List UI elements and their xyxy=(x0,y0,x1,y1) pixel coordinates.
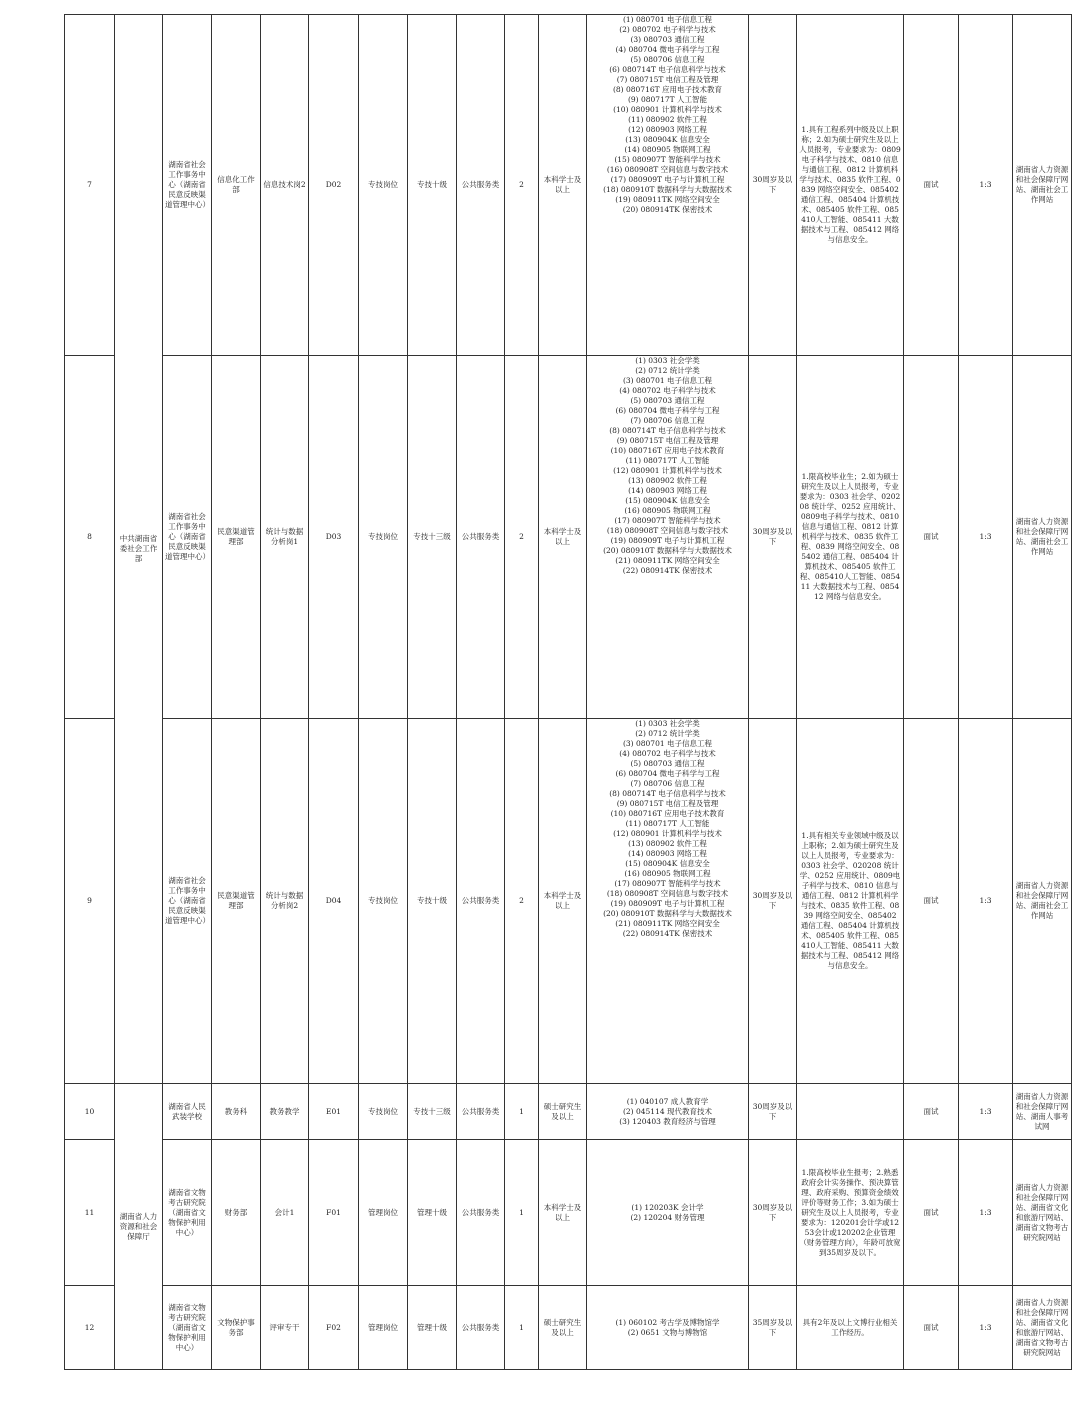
major-item: (10) 080716T 应用电子技术教育 xyxy=(610,809,725,818)
publish-source-cell: 湖南省人力资源和社会保障厅网站、湖南省文化和旅游厅网站、湖南省文物考古研究院网站 xyxy=(1013,1286,1072,1370)
major-item: (12) 080901 计算机科学与技术 xyxy=(613,466,722,475)
table-row xyxy=(65,1140,1072,1286)
major-item: (14) 080905 物联网工程 xyxy=(624,145,711,154)
other-requirements-cell: 1.限高校毕业生；2.如为硕士研究生及以上人员报考，专业要求为：0303 社会学、020208 统计学、0252 应用统计、0809电子科学与技术、0810 信息与通信工程、0812 计算机科学与技术、0835 软件工程、0839 网络空间安全、085402 通信工程、085404 计算机技术、085405 软件工程、085410人工智能、085411 大数据技术与工程、085412 网络与信息安全。 xyxy=(797,356,904,719)
major-item: (6) 080704 微电子科学与工程 xyxy=(615,769,720,778)
post-code-cell: D04 xyxy=(309,719,359,1084)
headcount-cell: 1 xyxy=(505,1286,539,1370)
major-item: (1) 060102 考古学及博物馆学 xyxy=(615,1317,720,1327)
post-name-cell: 统计与数据分析岗1 xyxy=(261,356,309,719)
age-cell: 30周岁及以下 xyxy=(749,1084,797,1140)
major-list xyxy=(589,356,746,718)
headcount-cell: 1 xyxy=(505,1140,539,1286)
headcount-cell: 1 xyxy=(505,1084,539,1140)
age-cell: 30周岁及以下 xyxy=(749,356,797,719)
post-type-cell: 公共服务类 xyxy=(457,1286,505,1370)
post-code-cell: D02 xyxy=(309,15,359,356)
row-number: 8 xyxy=(65,356,115,719)
other-requirements-cell: 具有2年及以上文博行业相关工作经历。 xyxy=(797,1286,904,1370)
ratio-cell: 1:3 xyxy=(959,356,1013,719)
major-item: (13) 080902 软件工程 xyxy=(628,839,707,848)
major-item: (15) 080907T 智能科学与技术 xyxy=(614,155,721,164)
major-item: (18) 080910T 数据科学与大数据技术 xyxy=(603,185,732,194)
office-cell: 教务科 xyxy=(212,1084,261,1140)
unit-cell: 湖南省文物考古研究院（湖南省文物保护利用中心） xyxy=(163,1286,212,1370)
exam-method-cell: 面试 xyxy=(904,1084,959,1140)
major-cell xyxy=(587,356,749,719)
table-row xyxy=(65,719,1072,1084)
post-type-cell: 公共服务类 xyxy=(457,15,505,356)
department-cell: 湖南省人力资源和社会保障厅 xyxy=(115,1084,163,1370)
major-item: (10) 080901 计算机科学与技术 xyxy=(613,105,722,114)
major-item: (3) 080701 电子信息工程 xyxy=(622,376,713,385)
major-item: (8) 080714T 电子信息科学与技术 xyxy=(609,789,726,798)
table-row xyxy=(65,1084,1072,1140)
education-cell: 本科学士及以上 xyxy=(539,1140,587,1286)
major-item: (6) 080714T 电子信息科学与技术 xyxy=(609,65,726,74)
major-item: (15) 080904K 信息安全 xyxy=(625,859,710,868)
age-cell: 30周岁及以下 xyxy=(749,15,797,356)
post-code-cell: F02 xyxy=(309,1286,359,1370)
post-type-cell: 公共服务类 xyxy=(457,1084,505,1140)
major-list xyxy=(589,1097,746,1127)
headcount-cell: 2 xyxy=(505,356,539,719)
major-item: (5) 080706 信息工程 xyxy=(630,55,705,64)
post-level-cell: 管理十级 xyxy=(408,1286,457,1370)
exam-method-cell: 面试 xyxy=(904,1140,959,1286)
post-code-cell: F01 xyxy=(309,1140,359,1286)
major-item: (16) 080905 物联网工程 xyxy=(624,869,711,878)
education-cell: 本科学士及以上 xyxy=(539,719,587,1084)
major-item: (17) 080907T 智能科学与技术 xyxy=(614,879,721,888)
other-requirements-cell xyxy=(797,1084,904,1140)
major-item: (8) 080714T 电子信息科学与技术 xyxy=(609,426,726,435)
major-item: (12) 080901 计算机科学与技术 xyxy=(613,829,722,838)
major-item: (19) 080911TK 网络空间安全 xyxy=(615,195,720,204)
major-item: (9) 080717T 人工智能 xyxy=(627,95,708,104)
office-cell: 民意渠道管理部 xyxy=(212,719,261,1084)
post-category-cell: 专技岗位 xyxy=(359,1084,408,1140)
other-requirements-cell: 1.具有工程系列中级及以上职称；2.如为硕士研究生及以上人员报考，专业要求为：0809电子科学与技术、0810 信息与通信工程、0812 计算机科学与技术、0835 软件工程、0839 网络空间安全、085402 通信工程、085404 计算机技术、085405 软件工程、085410人工智能、085411 大数据技术与工程、085412 网络与信息安全。 xyxy=(797,15,904,356)
office-cell: 财务部 xyxy=(212,1140,261,1286)
major-item: (6) 080704 微电子科学与工程 xyxy=(615,406,720,415)
row-number: 12 xyxy=(65,1286,115,1370)
row-number: 10 xyxy=(65,1084,115,1140)
office-cell: 信息化工作部 xyxy=(212,15,261,356)
ratio-cell: 1:3 xyxy=(959,15,1013,356)
major-item: (11) 080902 软件工程 xyxy=(628,115,707,124)
post-category-cell: 专技岗位 xyxy=(359,719,408,1084)
recruitment-table xyxy=(64,14,1072,1370)
major-item: (12) 080903 网络工程 xyxy=(628,125,707,134)
table-row xyxy=(65,15,1072,356)
major-item: (4) 080702 电子科学与技术 xyxy=(619,386,716,395)
post-category-cell: 专技岗位 xyxy=(359,356,408,719)
row-number: 9 xyxy=(65,719,115,1084)
unit-cell: 湖南省人民武装学校 xyxy=(163,1084,212,1140)
row-number: 7 xyxy=(65,15,115,356)
major-item: (20) 080910T 数据科学与大数据技术 xyxy=(603,546,732,555)
post-category-cell: 管理岗位 xyxy=(359,1286,408,1370)
major-item: (5) 080703 通信工程 xyxy=(630,396,705,405)
unit-cell: 湖南省社会工作事务中心（湖南省民意反映渠道管理中心） xyxy=(163,15,212,356)
major-item: (7) 080715T 电信工程及管理 xyxy=(616,75,719,84)
headcount-cell: 2 xyxy=(505,719,539,1084)
exam-method-cell: 面试 xyxy=(904,356,959,719)
headcount-cell: 2 xyxy=(505,15,539,356)
major-item: (20) 080914TK 保密技术 xyxy=(622,205,713,214)
office-cell: 文物保护事务部 xyxy=(212,1286,261,1370)
post-name-cell: 会计1 xyxy=(261,1140,309,1286)
publish-source-cell: 湖南省人力资源和社会保障厅网站、湖南省文化和旅游厅网站、湖南省文物考古研究院网站 xyxy=(1013,1140,1072,1286)
major-cell xyxy=(587,719,749,1084)
post-name-cell: 教务教学 xyxy=(261,1084,309,1140)
publish-source-cell: 湖南省人力资源和社会保障厅网站、湖南社会工作网站 xyxy=(1013,719,1072,1084)
major-item: (9) 080715T 电信工程及管理 xyxy=(616,799,719,808)
major-item: (2) 080702 电子科学与技术 xyxy=(619,25,716,34)
education-cell: 本科学士及以上 xyxy=(539,15,587,356)
post-name-cell: 信息技术岗2 xyxy=(261,15,309,356)
other-requirements-cell: 1.限高校毕业生报考；2.熟悉政府会计实务操作、预决算管理、政府采购、预算资金绩效评价等财务工作；3.如为硕士研究生及以上人员报考，专业要求为：120201会计学或1253会计或120202企业管理（财务管理方向），年龄可放宽到35周岁及以下。 xyxy=(797,1140,904,1286)
post-level-cell: 专技十三级 xyxy=(408,1084,457,1140)
major-item: (19) 080909T 电子与计算机工程 xyxy=(610,899,725,908)
post-type-cell: 公共服务类 xyxy=(457,356,505,719)
row-number: 11 xyxy=(65,1140,115,1286)
publish-source-cell: 湖南省人力资源和社会保障厅网站、湖南人事考试网 xyxy=(1013,1084,1072,1140)
unit-cell: 湖南省社会工作事务中心（湖南省民意反映渠道管理中心） xyxy=(163,356,212,719)
major-item: (22) 080914TK 保密技术 xyxy=(622,566,713,575)
major-item: (11) 080717T 人工智能 xyxy=(625,819,710,828)
other-requirements-cell: 1.具有相关专业领域中级及以上职称；2.如为硕士研究生及以上人员报考，专业要求为：0303 社会学、020208 统计学、0252 应用统计、0809电子科学与技术、0810 信息与通信工程、0812 计算机科学与技术、0835 软件工程、0839 网络空间安全、085402 通信工程、085404 计算机技术、085405 软件工程、085410人工智能、085411 大数据技术与工程、085412 网络与信息安全。 xyxy=(797,719,904,1084)
age-cell: 30周岁及以下 xyxy=(749,1140,797,1286)
major-cell xyxy=(587,1286,749,1370)
post-level-cell: 专技十级 xyxy=(408,15,457,356)
exam-method-cell: 面试 xyxy=(904,719,959,1084)
major-item: (3) 080703 通信工程 xyxy=(630,35,705,44)
education-cell: 硕士研究生及以上 xyxy=(539,1286,587,1370)
major-item: (2) 0651 文物与博物馆 xyxy=(627,1327,708,1337)
exam-method-cell: 面试 xyxy=(904,1286,959,1370)
major-list xyxy=(589,1318,746,1338)
ratio-cell: 1:3 xyxy=(959,1140,1013,1286)
major-item: (16) 080905 物联网工程 xyxy=(624,506,711,515)
major-item: (1) 0303 社会学类 xyxy=(635,719,700,728)
office-cell: 民意渠道管理部 xyxy=(212,356,261,719)
age-cell: 35周岁及以下 xyxy=(749,1286,797,1370)
major-item: (17) 080907T 智能科学与技术 xyxy=(614,516,721,525)
major-item: (2) 0712 统计学类 xyxy=(635,729,700,738)
major-item: (22) 080914TK 保密技术 xyxy=(622,929,713,938)
post-category-cell: 专技岗位 xyxy=(359,15,408,356)
publish-source-cell: 湖南省人力资源和社会保障厅网站、湖南社会工作网站 xyxy=(1013,356,1072,719)
ratio-cell: 1:3 xyxy=(959,1084,1013,1140)
major-item: (18) 080908T 空间信息与数字技术 xyxy=(606,526,729,535)
major-item: (2) 120204 财务管理 xyxy=(630,1212,705,1222)
major-item: (20) 080910T 数据科学与大数据技术 xyxy=(603,909,732,918)
major-item: (18) 080908T 空间信息与数字技术 xyxy=(606,889,729,898)
major-item: (17) 080909T 电子与计算机工程 xyxy=(610,175,725,184)
post-type-cell: 公共服务类 xyxy=(457,719,505,1084)
unit-cell: 湖南省社会工作事务中心（湖南省民意反映渠道管理中心） xyxy=(163,719,212,1084)
major-item: (1) 0303 社会学类 xyxy=(635,356,700,365)
major-item: (15) 080904K 信息安全 xyxy=(625,496,710,505)
major-item: (13) 080902 软件工程 xyxy=(628,476,707,485)
major-item: (7) 080706 信息工程 xyxy=(630,416,705,425)
major-item: (9) 080715T 电信工程及管理 xyxy=(616,436,719,445)
major-item: (1) 080701 电子信息工程 xyxy=(622,15,713,24)
major-cell xyxy=(587,15,749,356)
major-item: (16) 080908T 空间信息与数字技术 xyxy=(606,165,729,174)
post-name-cell: 评审专干 xyxy=(261,1286,309,1370)
post-code-cell: D03 xyxy=(309,356,359,719)
education-cell: 本科学士及以上 xyxy=(539,356,587,719)
post-category-cell: 管理岗位 xyxy=(359,1140,408,1286)
major-item: (1) 040107 成人教育学 xyxy=(626,1096,709,1106)
major-item: (21) 080911TK 网络空间安全 xyxy=(615,556,720,565)
post-level-cell: 专技十三级 xyxy=(408,356,457,719)
ratio-cell: 1:3 xyxy=(959,1286,1013,1370)
major-list xyxy=(589,719,746,1083)
major-item: (5) 080703 通信工程 xyxy=(630,759,705,768)
major-item: (4) 080704 微电子科学与工程 xyxy=(615,45,720,54)
post-name-cell: 统计与数据分析岗2 xyxy=(261,719,309,1084)
exam-method-cell: 面试 xyxy=(904,15,959,356)
table-row xyxy=(65,1286,1072,1370)
major-list xyxy=(589,1203,746,1223)
major-item: (19) 080909T 电子与计算机工程 xyxy=(610,536,725,545)
post-level-cell: 专技十级 xyxy=(408,719,457,1084)
major-item: (2) 045114 现代教育技术 xyxy=(622,1106,713,1116)
publish-source-cell: 湖南省人力资源和社会保障厅网站、湖南社会工作网站 xyxy=(1013,15,1072,356)
unit-cell: 湖南省文物考古研究院（湖南省文物保护利用中心） xyxy=(163,1140,212,1286)
major-item: (3) 120403 教育经济与管理 xyxy=(619,1116,716,1126)
major-item: (1) 120203K 会计学 xyxy=(631,1202,704,1212)
major-item: (14) 080903 网络工程 xyxy=(628,849,707,858)
major-item: (13) 080904K 信息安全 xyxy=(625,135,710,144)
ratio-cell: 1:3 xyxy=(959,719,1013,1084)
major-item: (10) 080716T 应用电子技术教育 xyxy=(610,446,725,455)
major-item: (14) 080903 网络工程 xyxy=(628,486,707,495)
major-item: (4) 080702 电子科学与技术 xyxy=(619,749,716,758)
department-cell: 中共湖南省委社会工作部 xyxy=(115,15,163,1084)
age-cell: 30周岁及以下 xyxy=(749,719,797,1084)
major-list xyxy=(589,15,746,355)
major-item: (11) 080717T 人工智能 xyxy=(625,456,710,465)
post-level-cell: 管理十级 xyxy=(408,1140,457,1286)
major-cell xyxy=(587,1084,749,1140)
education-cell: 硕士研究生及以上 xyxy=(539,1084,587,1140)
post-code-cell: E01 xyxy=(309,1084,359,1140)
major-item: (2) 0712 统计学类 xyxy=(635,366,700,375)
major-item: (21) 080911TK 网络空间安全 xyxy=(615,919,720,928)
major-cell xyxy=(587,1140,749,1286)
table-row xyxy=(65,356,1072,719)
post-type-cell: 公共服务类 xyxy=(457,1140,505,1286)
major-item: (3) 080701 电子信息工程 xyxy=(622,739,713,748)
major-item: (7) 080706 信息工程 xyxy=(630,779,705,788)
major-item: (8) 080716T 应用电子技术教育 xyxy=(612,85,723,94)
